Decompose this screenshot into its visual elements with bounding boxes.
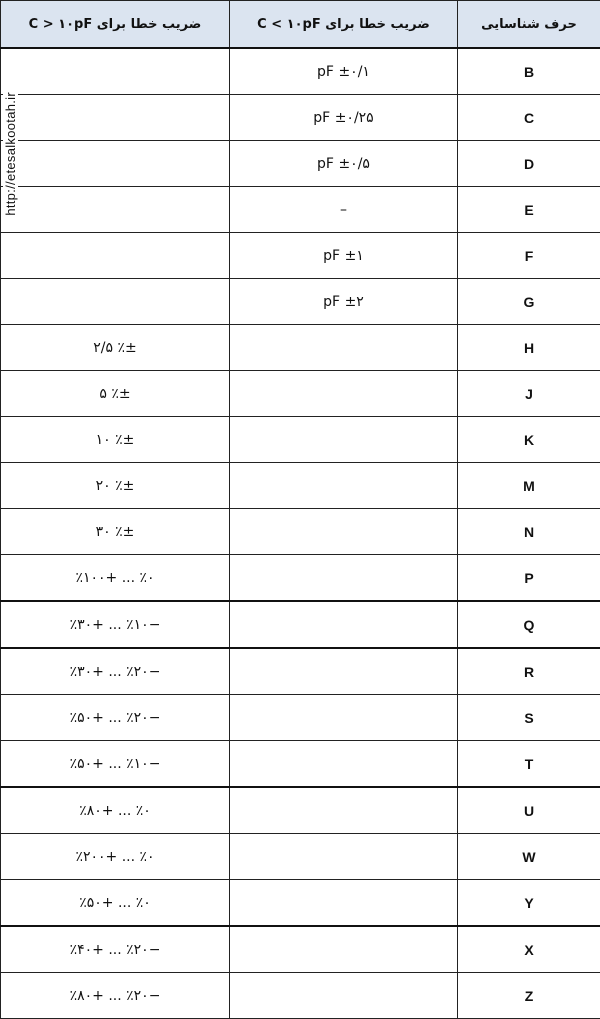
tolerance-small-cell — [230, 371, 458, 417]
table-row — [1, 95, 600, 141]
tolerance-small-cell: ±۱ pF — [230, 233, 458, 279]
tolerance-large-cell: ٪۰ ... +٪۸۰ — [1, 787, 230, 834]
identifier-letter-cell: F — [458, 233, 600, 279]
tolerance-large-cell: −٪۱۰ ... +٪۵۰ — [1, 741, 230, 788]
table-row — [1, 648, 600, 695]
identifier-letter-cell: Z — [458, 973, 600, 1019]
table-row — [1, 926, 600, 973]
tolerance-large-cell — [1, 95, 230, 141]
tolerance-large-cell: ٪۰ ... +٪۲۰۰ — [1, 834, 230, 880]
identifier-letter-cell: P — [458, 555, 600, 602]
tolerance-small-cell — [230, 834, 458, 880]
tolerance-large-cell: ٪۰ ... +٪۵۰ — [1, 880, 230, 927]
header-row — [1, 1, 600, 49]
tolerance-small-cell — [230, 648, 458, 695]
identifier-letter-cell: H — [458, 325, 600, 371]
table-row — [1, 233, 600, 279]
tolerance-small-cell — [230, 417, 458, 463]
identifier-letter-cell: K — [458, 417, 600, 463]
tolerance-large-cell: −٪۲۰ ... +٪۵۰ — [1, 695, 230, 741]
tolerance-small-cell: ±۰/۲۵ pF — [230, 95, 458, 141]
table-row — [1, 187, 600, 233]
table-row — [1, 834, 600, 880]
table-row — [1, 509, 600, 555]
table-row — [1, 741, 600, 788]
table-row — [1, 973, 600, 1019]
tolerance-large-cell: ±٪ ۲/۵ — [1, 325, 230, 371]
tolerance-large-cell: ٪۰ ... +٪۱۰۰ — [1, 555, 230, 602]
tolerance-large-cell — [1, 187, 230, 233]
table-row — [1, 417, 600, 463]
tolerance-small-cell — [230, 325, 458, 371]
tolerance-large-cell: −٪۱۰ ... +٪۳۰ — [1, 601, 230, 648]
tolerance-small-cell — [230, 463, 458, 509]
tolerance-small-cell — [230, 787, 458, 834]
header-identifier-letter: حرف شناسایی — [458, 1, 600, 49]
tolerance-large-cell — [1, 233, 230, 279]
table-row — [1, 48, 600, 95]
identifier-letter-cell: J — [458, 371, 600, 417]
identifier-letter-cell: R — [458, 648, 600, 695]
tolerance-small-cell — [230, 509, 458, 555]
identifier-letter-cell: S — [458, 695, 600, 741]
table-row — [1, 141, 600, 187]
table-row — [1, 463, 600, 509]
tolerance-large-cell: −٪۲۰ ... +٪۴۰ — [1, 926, 230, 973]
identifier-letter-cell: C — [458, 95, 600, 141]
identifier-letter-cell: D — [458, 141, 600, 187]
table-row — [1, 695, 600, 741]
identifier-letter-cell: W — [458, 834, 600, 880]
table-row — [1, 371, 600, 417]
tolerance-small-cell: ±۰/۵ pF — [230, 141, 458, 187]
tolerance-small-cell — [230, 555, 458, 602]
identifier-letter-cell: X — [458, 926, 600, 973]
tolerance-small-cell — [230, 741, 458, 788]
header-tolerance-large-capacitance: ضریب خطا برای C > ۱۰pF — [1, 1, 230, 49]
tolerance-large-cell: ±٪ ۱۰ — [1, 417, 230, 463]
table-row — [1, 787, 600, 834]
table-row — [1, 880, 600, 927]
identifier-letter-cell: M — [458, 463, 600, 509]
tolerance-large-cell — [1, 279, 230, 325]
identifier-letter-cell: G — [458, 279, 600, 325]
tolerance-large-cell: ±٪ ۲۰ — [1, 463, 230, 509]
tolerance-large-cell: −٪۲۰ ... +٪۳۰ — [1, 648, 230, 695]
tolerance-small-cell — [230, 973, 458, 1019]
tolerance-small-cell: ±۰/۱ pF — [230, 48, 458, 95]
tolerance-large-cell: ±٪ ۳۰ — [1, 509, 230, 555]
identifier-letter-cell: N — [458, 509, 600, 555]
watermark-url: http://etesalkootah.ir — [3, 90, 18, 218]
tolerance-small-cell: – — [230, 187, 458, 233]
table-row — [1, 279, 600, 325]
identifier-letter-cell: U — [458, 787, 600, 834]
header-tolerance-small-capacitance: ضریب خطا برای C < ۱۰pF — [230, 1, 458, 49]
tolerance-small-cell — [230, 601, 458, 648]
identifier-letter-cell: B — [458, 48, 600, 95]
table-row — [1, 601, 600, 648]
tolerance-small-cell — [230, 695, 458, 741]
identifier-letter-cell: T — [458, 741, 600, 788]
identifier-letter-cell: Q — [458, 601, 600, 648]
tolerance-large-cell — [1, 141, 230, 187]
table-row — [1, 555, 600, 602]
tolerance-small-cell — [230, 880, 458, 927]
identifier-letter-cell: Y — [458, 880, 600, 927]
tolerance-small-cell — [230, 926, 458, 973]
tolerance-large-cell — [1, 48, 230, 95]
table-row — [1, 325, 600, 371]
tolerance-large-cell: ±٪ ۵ — [1, 371, 230, 417]
tolerance-small-cell: ±۲ pF — [230, 279, 458, 325]
identifier-letter-cell: E — [458, 187, 600, 233]
tolerance-large-cell: −٪۲۰ ... +٪۸۰ — [1, 973, 230, 1019]
